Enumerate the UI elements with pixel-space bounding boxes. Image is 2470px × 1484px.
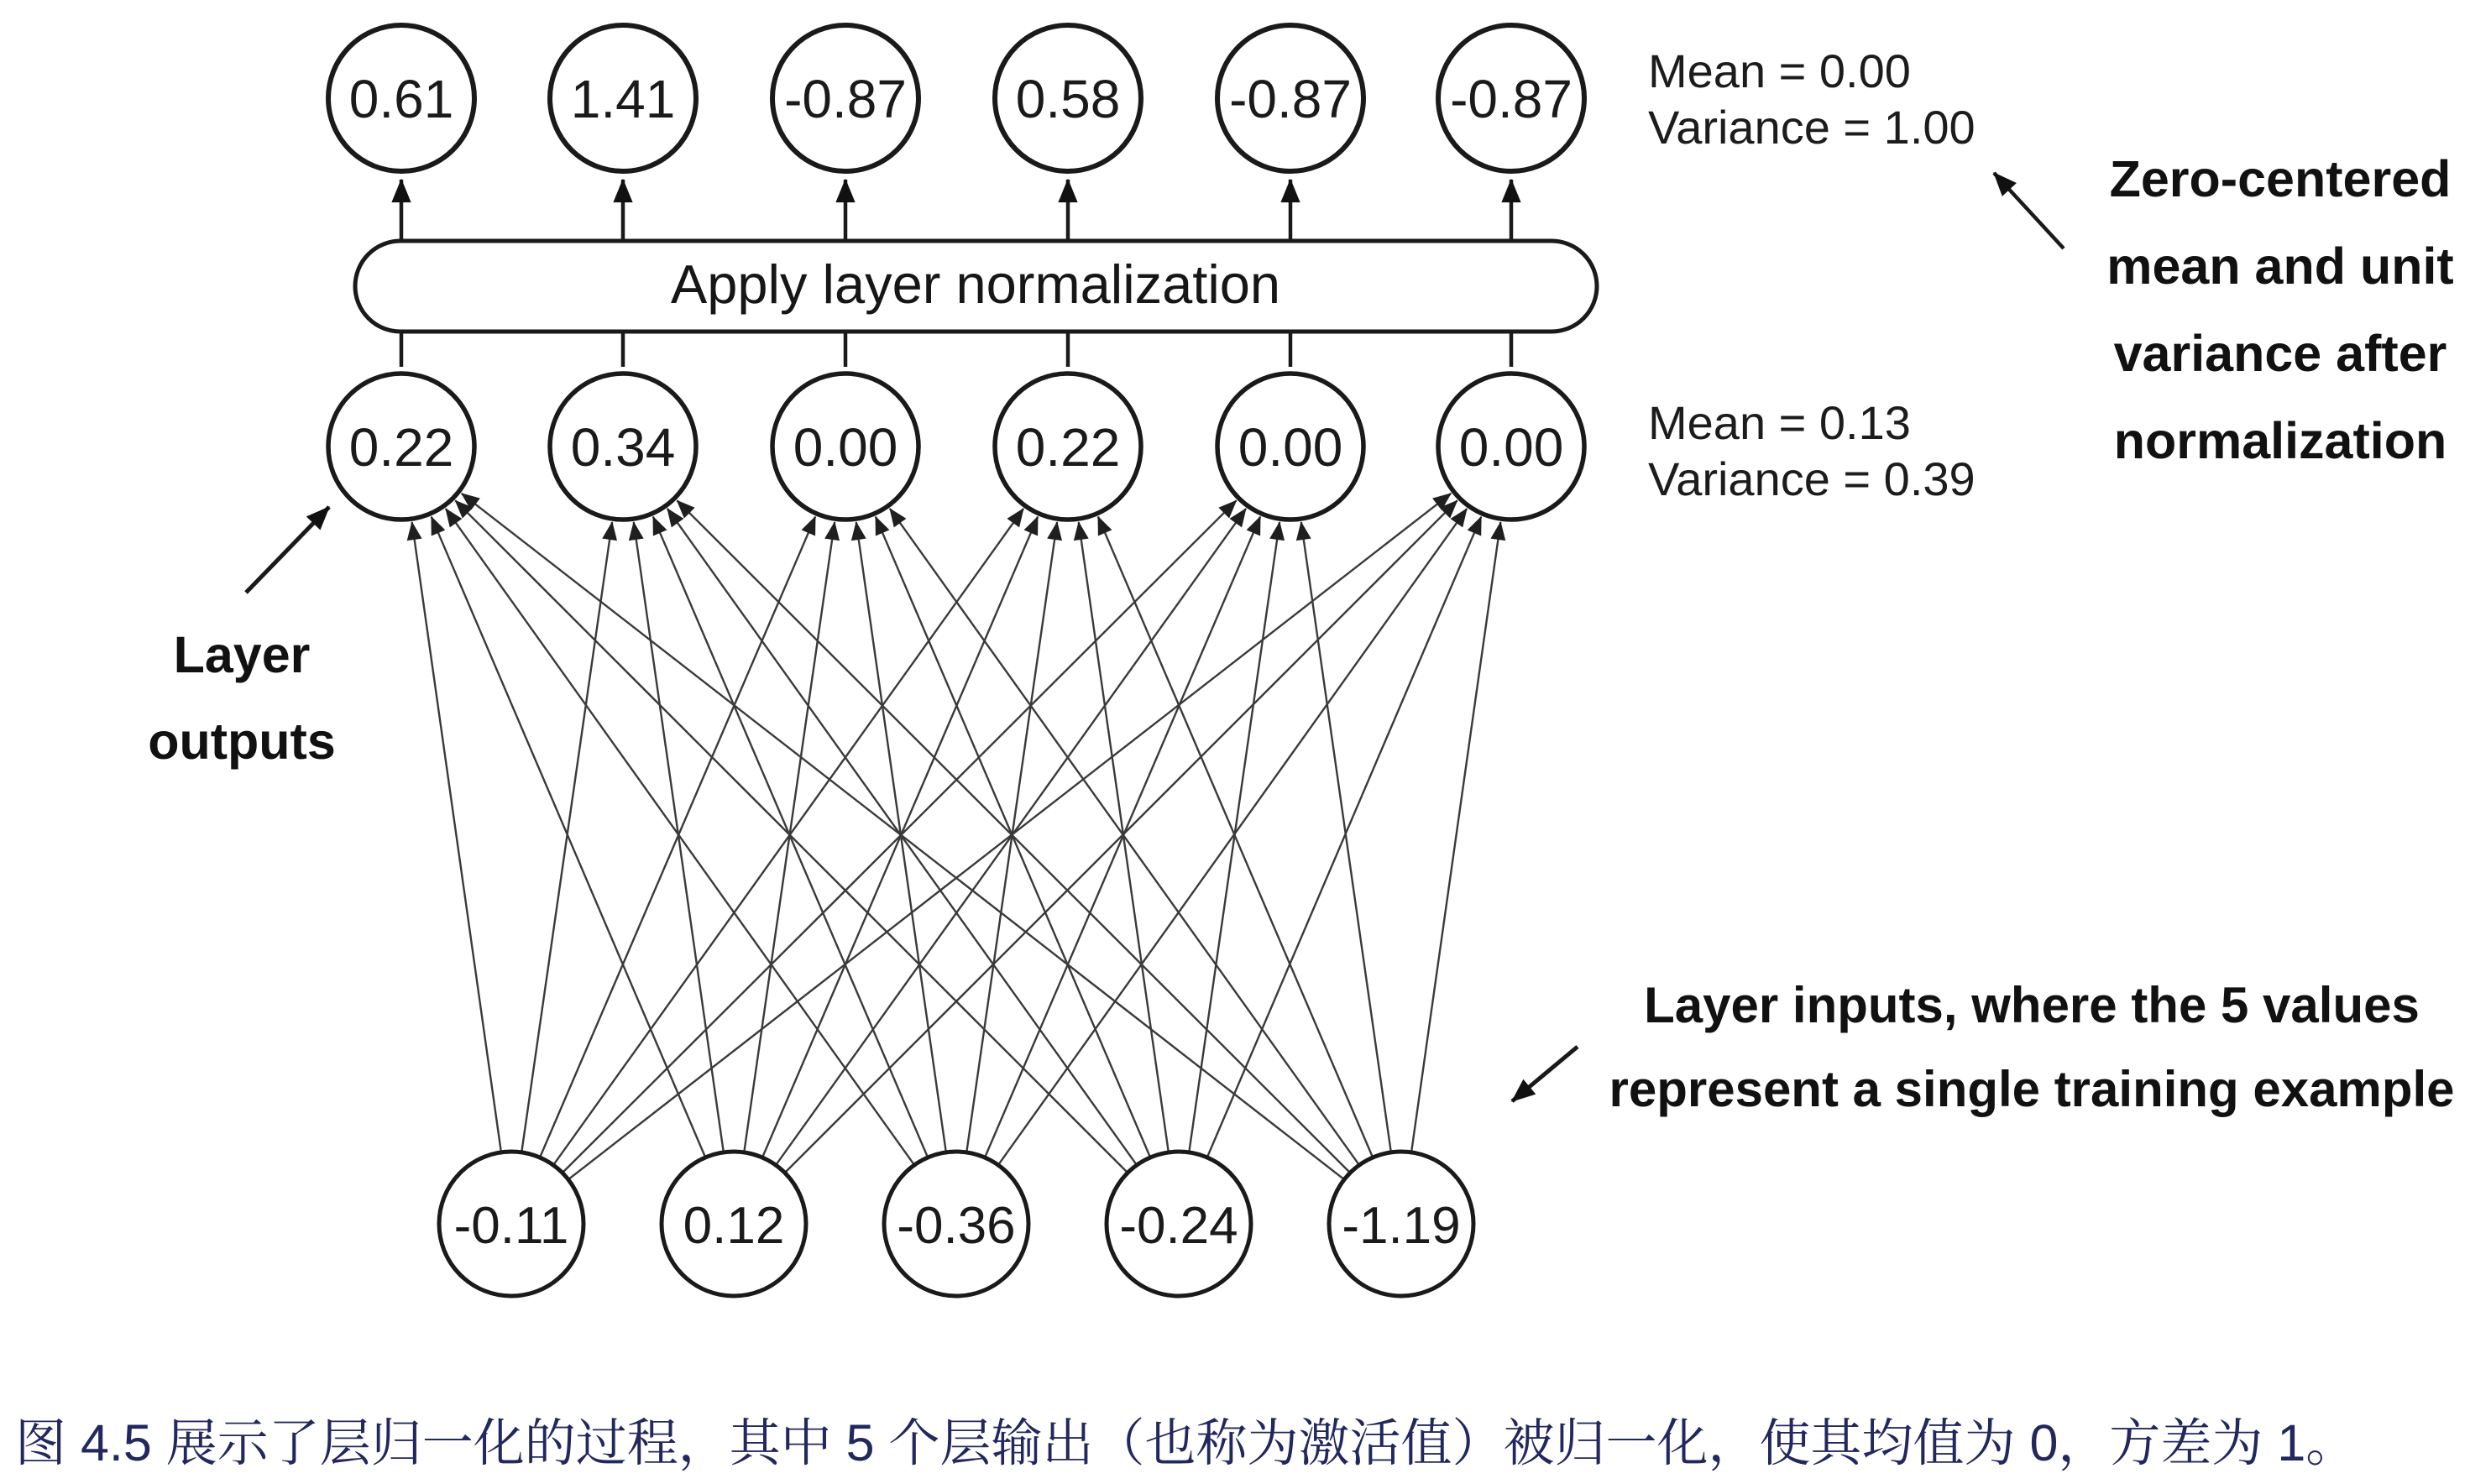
layer-output-nodes	[328, 374, 1584, 520]
layer-inputs-line-1: Layer inputs, where the 5 values	[1644, 977, 2420, 1033]
input-to-output-edge	[677, 500, 1349, 1172]
input-to-output-edge	[412, 522, 501, 1152]
normalized-output-node-value: 0.58	[1015, 69, 1121, 129]
layer-output-node	[772, 374, 918, 520]
normalized-output-node-value: -0.87	[784, 69, 907, 129]
variance-before-label: Variance = 0.39	[1648, 452, 1975, 505]
input-to-output-edge	[455, 500, 1127, 1172]
layer-output-node-value: 0.00	[1458, 417, 1564, 478]
layer-output-node	[1217, 374, 1363, 520]
input-to-output-edge	[890, 509, 1359, 1164]
layer-output-node	[550, 374, 696, 520]
layer-outputs-arrow	[246, 507, 329, 593]
normalized-output-node	[1438, 25, 1584, 171]
layer-input-node	[1107, 1152, 1251, 1296]
layer-outputs-annotation	[148, 507, 336, 770]
zero-centered-line-3: variance after	[2113, 325, 2447, 382]
layer-input-node-value: -1.19	[1342, 1197, 1461, 1255]
layer-input-node	[439, 1152, 583, 1296]
zero-centered-line-2: mean and unit	[2106, 238, 2454, 295]
layer-output-node	[995, 374, 1141, 520]
normalized-output-node	[328, 25, 474, 171]
input-to-output-edge	[462, 494, 1344, 1179]
input-to-output-edge	[1301, 522, 1391, 1152]
layer-inputs-arrow	[1512, 1047, 1578, 1101]
layer-outputs-line-2: outputs	[148, 713, 336, 770]
variance-after-label: Variance = 1.00	[1648, 101, 1975, 154]
input-to-output-edge	[999, 509, 1468, 1164]
zero-centered-arrow	[1994, 173, 2064, 248]
normalized-output-node-value: 1.41	[570, 69, 676, 129]
mean-before-label: Mean = 0.13	[1648, 396, 1911, 449]
input-to-output-edge	[1411, 522, 1500, 1152]
layer-inputs-line-2: represent a single training example	[1609, 1061, 2455, 1117]
layer-output-node-value: 0.00	[793, 417, 898, 478]
apply-layer-normalization-label: Apply layer normalization	[670, 253, 1281, 315]
layer-input-node	[1329, 1152, 1473, 1296]
normalized-output-node	[1217, 25, 1363, 171]
input-to-output-edge	[1098, 517, 1373, 1157]
input-to-output-edge	[446, 509, 914, 1164]
normalized-output-node-value: 0.61	[348, 69, 454, 129]
layer-output-node-value: 0.34	[570, 417, 676, 478]
normalized-output-node	[772, 25, 918, 171]
mean-after-label: Mean = 0.00	[1648, 44, 1911, 97]
layer-inputs-annotation	[1512, 977, 2455, 1117]
stats-after-normalization	[1648, 44, 1975, 154]
figure-caption: 图 4.5 展示了层归一化的过程，其中 5 个层输出（也称为激活值）被归一化，使其均值为 0，方差为 1。	[15, 1414, 2357, 1471]
normalized-output-node-value: -0.87	[1450, 69, 1573, 129]
input-to-output-edge	[569, 494, 1452, 1179]
layer-input-node-value: -0.24	[1119, 1197, 1238, 1255]
normalized-output-node-value: -0.87	[1229, 69, 1352, 129]
layer-input-node-value: 0.12	[683, 1197, 785, 1255]
zero-centered-line-4: normalization	[2113, 412, 2447, 469]
layer-output-node	[328, 374, 474, 520]
input-to-output-edges	[412, 494, 1501, 1179]
input-to-output-edge	[521, 522, 612, 1152]
zero-centered-line-1: Zero-centered	[2109, 150, 2452, 207]
layer-input-node	[662, 1152, 806, 1296]
stats-before-normalization	[1648, 396, 1975, 505]
layer-input-node-value: -0.11	[453, 1197, 569, 1255]
layer-input-node	[884, 1152, 1028, 1296]
input-to-output-edge	[786, 500, 1457, 1172]
layer-output-node	[1438, 374, 1584, 520]
layer-input-nodes	[439, 1152, 1473, 1296]
normalized-output-nodes	[328, 25, 1584, 171]
layer-output-node-value: 0.22	[1015, 417, 1121, 478]
normalized-output-node	[995, 25, 1141, 171]
layer-outputs-line-1: Layer	[173, 626, 311, 683]
layer-output-node-value: 0.22	[348, 417, 454, 478]
normalized-output-node	[550, 25, 696, 171]
zero-centered-annotation	[1994, 150, 2454, 469]
layer-output-node-value: 0.00	[1238, 417, 1343, 478]
layer-input-node-value: -0.36	[897, 1197, 1016, 1255]
